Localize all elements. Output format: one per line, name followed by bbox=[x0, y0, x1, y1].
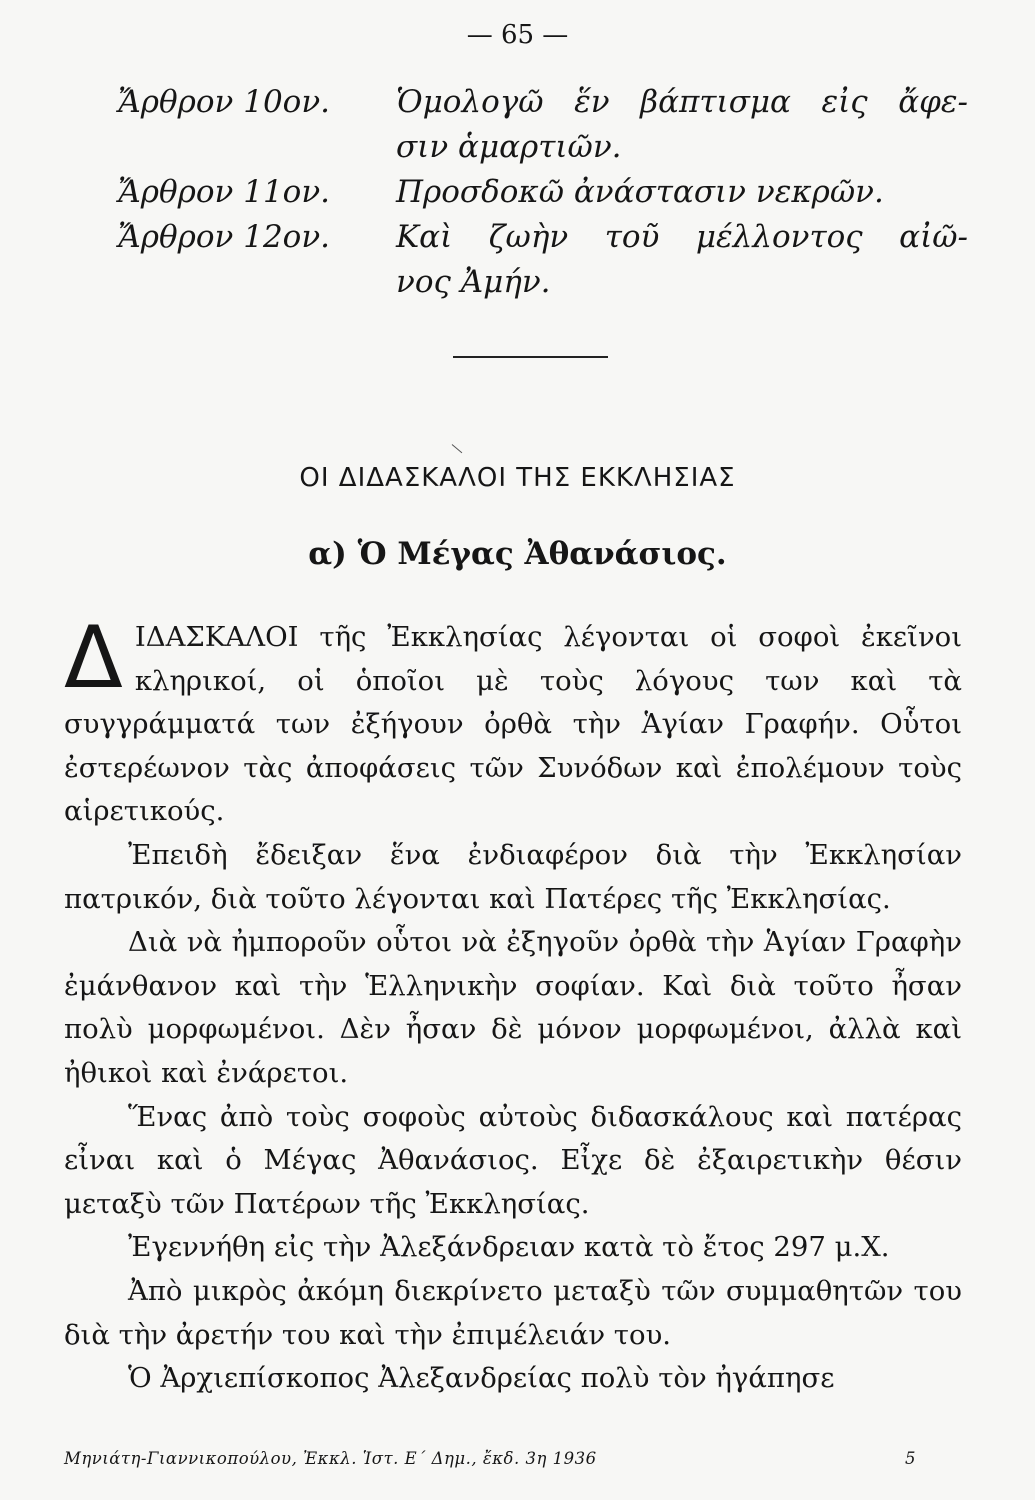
page-footer bbox=[64, 1449, 916, 1468]
paragraph: Ἕνας ἀπὸ τοὺς σοφοὺς αὐτοὺς διδασκάλους καὶ πατέρας εἶναι καὶ ὁ Μέγας Ἀθανάσιος. Εἶχε δὲ ἐξαιρετικὴν θέσιν μεταξὺ τῶν Πατέρων τῆς Ἐκκλησίας. bbox=[64, 1100, 962, 1220]
footer-citation: Μηνιάτη-Γιαννικοπούλου, Ἐκκλ. Ἱστ. Ε΄ Δημ., ἔκδ. 3η 1936 bbox=[64, 1449, 597, 1468]
section-heading: ΟΙ ΔΙΔΑΣΚΑΛΟΙ ΤΗΣ ΕΚΚΛΗΣΙΑΣ bbox=[299, 463, 736, 493]
creed-article-11 bbox=[118, 170, 968, 215]
page-number: — 65 — bbox=[466, 20, 569, 50]
paragraph: Ἀπὸ μικρὸς ἀκόμη διεκρίνετο μεταξὺ τῶν συμμαθητῶν του διὰ τὴν ἀρετήν του καὶ τὴν ἐπιμέλειάν του. bbox=[64, 1274, 962, 1351]
paragraph: Ὁ Ἀρχιεπίσκοπος Ἀλεξανδρείας πολὺ τὸν ἠγάπησε bbox=[128, 1362, 835, 1395]
paragraph bbox=[64, 608, 962, 834]
body-text bbox=[64, 608, 962, 1401]
creed-article-12 bbox=[118, 215, 968, 260]
print-mark bbox=[452, 444, 463, 453]
section-divider bbox=[453, 356, 608, 358]
article-continuation: σιν ἁμαρτιῶν. bbox=[396, 129, 622, 165]
article-label: Ἄρθρον 12ον. bbox=[118, 219, 331, 255]
creed-articles bbox=[118, 80, 968, 305]
sub-heading: α) Ὁ Μέγας Ἀθανάσιος. bbox=[308, 536, 727, 572]
paragraph: Ἐγεννήθη εἰς τὴν Ἀλεξάνδρειαν κατὰ τὸ ἔτος 297 μ.Χ. bbox=[128, 1231, 890, 1264]
article-text: Ὁμολογῶ ἕν βάπτισμα εἰς ἄφε- bbox=[396, 84, 968, 120]
paragraph: Ἐπειδὴ ἔδειξαν ἕνα ἐνδιαφέρον διὰ τὴν Ἐκκλησίαν πατρικόν, διὰ τοῦτο λέγονται καὶ Πατέρες τῆς Ἐκκλησίας. bbox=[64, 838, 962, 915]
paragraph-text: ΙΔΑΣΚΑΛΟΙ τῆς Ἐκκλησίας λέγονται οἱ σοφοὶ ἐκεῖνοι κληρικοί, οἱ ὁποῖοι μὲ τοὺς λόγους των καὶ τὰ συγγράμματά των ἐξήγουν ὀρθὰ τὴν Ἁγίαν Γραφήν. Οὗτοι ἐστερέωνον τὰς ἀποφάσεις τῶν Συνόδων καὶ ἐπολέμουν τοὺς αἱρετικούς. bbox=[64, 621, 962, 828]
printer-signature: 5 bbox=[905, 1449, 916, 1468]
dropcap: Δ bbox=[64, 608, 123, 708]
article-continuation: νος Ἀμήν. bbox=[396, 264, 551, 300]
article-text: Καὶ ζωὴν τοῦ μέλλοντος αἰῶ- bbox=[396, 219, 968, 255]
paragraph: Διὰ νὰ ἠμποροῦν οὗτοι νὰ ἐξηγοῦν ὀρθὰ τὴν Ἁγίαν Γραφὴν ἐμάνθανον καὶ τὴν Ἑλληνικὴν σοφίαν. Καὶ διὰ τοῦτο ἦσαν πολὺ μορφωμένοι. Δὲν ἦσαν δὲ μόνον μορφωμένοι, ἀλλὰ καὶ ἠθικοὶ καὶ ἐνάρετοι. bbox=[64, 926, 962, 1089]
creed-article-10 bbox=[118, 80, 968, 125]
article-label: Ἄρθρον 11ον. bbox=[118, 174, 331, 210]
article-text: Προσδοκῶ ἀνάστασιν νεκρῶν. bbox=[396, 174, 884, 210]
article-label: Ἄρθρον 10ον. bbox=[118, 84, 331, 120]
